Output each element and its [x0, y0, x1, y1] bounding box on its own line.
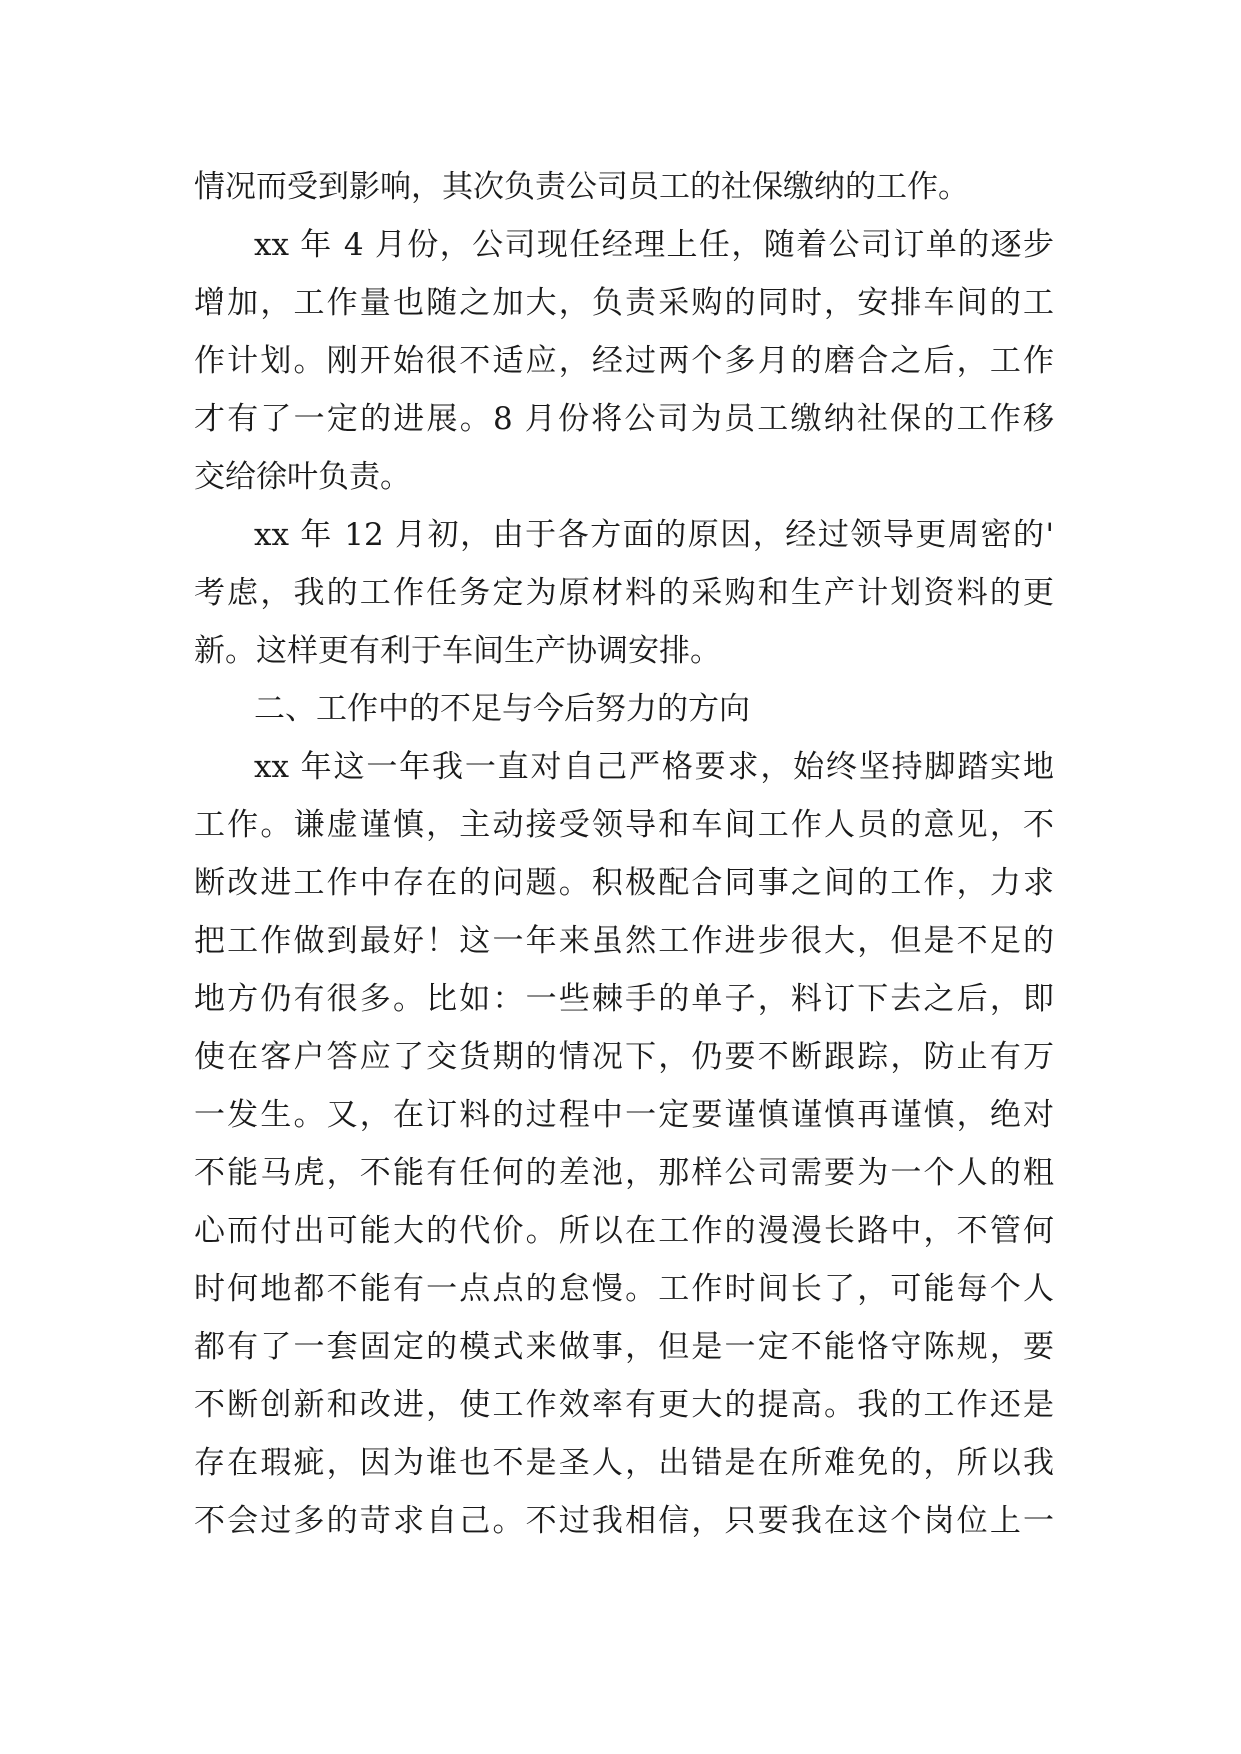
text-line: 不会过多的苛求自己。不过我相信，只要我在这个岗位上一	[194, 1503, 1054, 1539]
text-line: 增加，工作量也随之加大，负责采购的同时，安排车间的工	[194, 285, 1054, 321]
text-line: 时何地都不能有一点点的怠慢。工作时间长了，可能每个人	[194, 1271, 1054, 1307]
section-heading: 二、工作中的不足与今后努力的方向	[254, 691, 750, 727]
text-line: 不断创新和改进，使工作效率有更大的提高。我的工作还是	[194, 1387, 1054, 1423]
text-line: 不能马虎，不能有任何的差池，那样公司需要为一个人的粗	[194, 1155, 1054, 1191]
text-line: 考虑，我的工作任务定为原材料的采购和生产计划资料的更	[194, 575, 1054, 611]
paragraph-start-line: xx 年 12 月初，由于各方面的原因，经过领导更周密的'	[254, 517, 1054, 553]
text-line: 作计划。刚开始很不适应，经过两个多月的磨合之后，工作	[194, 343, 1054, 379]
text-line: 一发生。又，在订料的过程中一定要谨慎谨慎再谨慎，绝对	[194, 1097, 1054, 1133]
text-line: 使在客户答应了交货期的情况下，仍要不断跟踪，防止有万	[194, 1039, 1054, 1075]
text-line: 情况而受到影响，其次负责公司员工的社保缴纳的工作。	[194, 169, 969, 205]
text-line: 都有了一套固定的模式来做事，但是一定不能恪守陈规，要	[194, 1329, 1054, 1365]
text-line: 心而付出可能大的代价。所以在工作的漫漫长路中，不管何	[194, 1213, 1054, 1249]
text-line: 断改进工作中存在的问题。积极配合同事之间的工作，力求	[194, 865, 1054, 901]
text-line: 工作。谦虚谨慎，主动接受领导和车间工作人员的意见，不	[194, 807, 1054, 843]
text-line: 存在瑕疵，因为谁也不是圣人，出错是在所难免的，所以我	[194, 1445, 1054, 1481]
text-line: 交给徐叶负责。	[194, 459, 411, 495]
text-line: 地方仍有很多。比如：一些棘手的单子，料订下去之后，即	[194, 981, 1054, 1017]
text-line: 新。这样更有利于车间生产协调安排。	[194, 633, 721, 669]
paragraph-start-line: xx 年这一年我一直对自己严格要求，始终坚持脚踏实地	[254, 749, 1054, 785]
text-line: 才有了一定的进展。8 月份将公司为员工缴纳社保的工作移	[194, 401, 1054, 437]
paragraph-start-line: xx 年 4 月份，公司现任经理上任，随着公司订单的逐步	[254, 227, 1054, 263]
text-line: 把工作做到最好！这一年来虽然工作进步很大，但是不足的	[194, 923, 1054, 959]
